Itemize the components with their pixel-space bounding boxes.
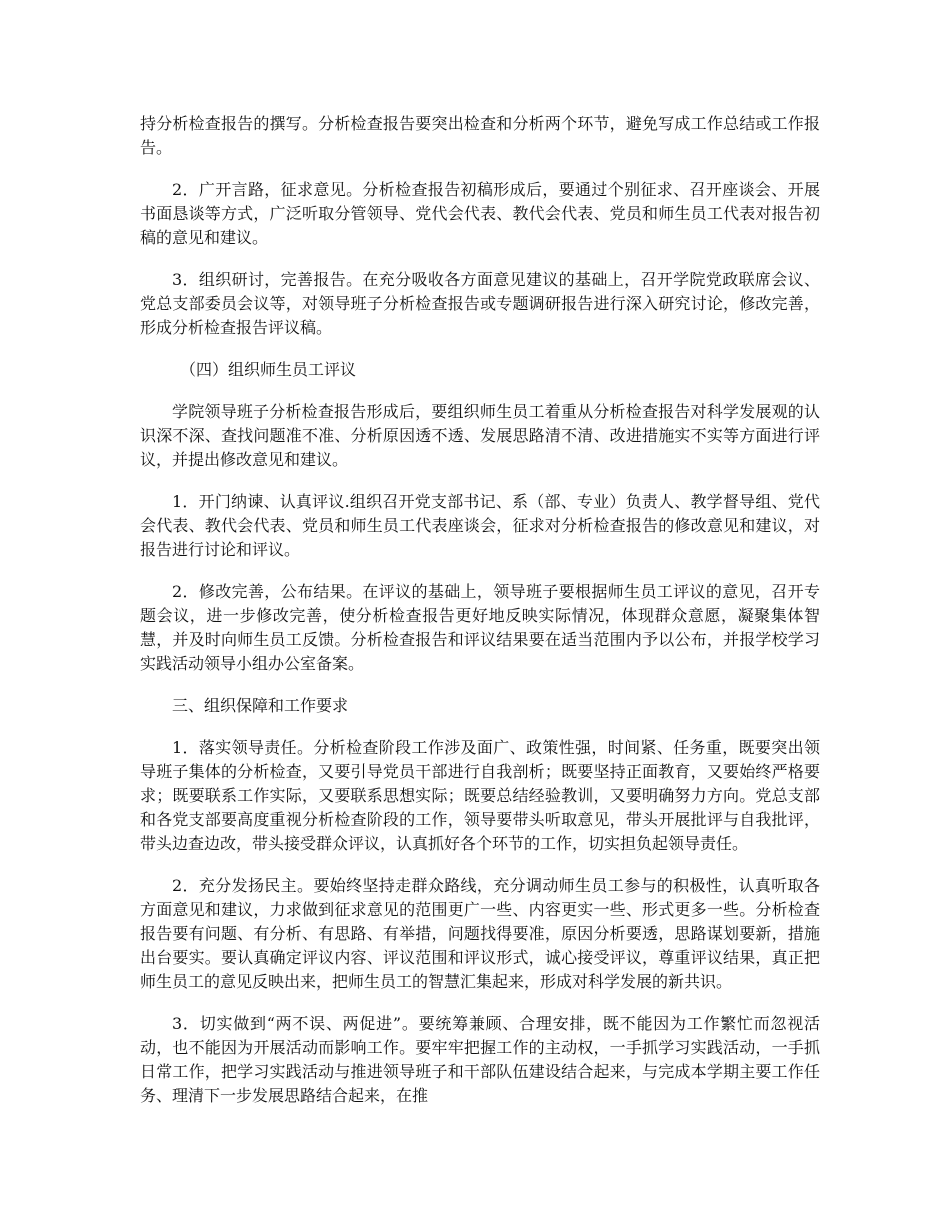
paragraph-review-intro: 学院领导班子分析检查报告形成后，要组织师生员工着重从分析检查报告对科学发展观的认识深不深、查找问题准不准、分析原因透不透、发展思路清不清、改进措施实不实等方面进行评议，并提出修改意见和建议。 [140,402,820,469]
paragraph-item-3-organize-discussion: 3．组织研讨，完善报告。在充分吸收各方面意见建议的基础上，召开学院党政联席会议、党总支部委员会议等，对领导班子分析检查报告或专题调研报告进行深入研究讨论，修改完善，形成分析检查报告评议稿。 [140,270,820,337]
document-body [140,112,820,1126]
paragraph-item-1-open-review: 1．开门纳谏、认真评议.组织召开党支部书记、系（部、专业）负责人、教学督导组、党代会代表、教代会代表、党员和师生员工代表座谈会，征求对分析检查报告的修改意见和建议，对报告进行讨论和评议。 [140,492,820,559]
section-heading-3-guarantees: 三、组织保障和工作要求 [172,696,349,715]
section-heading-4-staff-review: （四）组织师生员工评议 [180,360,357,379]
paragraph-item-3-two-promotions: 3．切实做到“两不误、两促进”。要统筹兼顾、合理安排，既不能因为工作繁忙而忽视活动，也不能因为开展活动而影响工作。要牢牢把握工作的主动权，一手抓学习实践活动，一手抓日常工作，把学习实践活动与推进领导班子和干部队伍建设结合起来，与完成本学期主要工作任务、理清下一步发展思路结合起来，在推 [140,1014,820,1105]
paragraph-item-2-revise-publish: 2．修改完善，公布结果。在评议的基础上，领导班子要根据师生员工评议的意见，召开专题会议，进一步修改完善，使分析检查报告更好地反映实际情况，体现群众意愿，凝聚集体智慧，并及时向师生员工反馈。分析检查报告和评议结果要在适当范围内予以公布，并报学校学习实践活动领导小组办公室备案。 [140,582,820,673]
paragraph-item-1-leadership-responsibility: 1．落实领导责任。分析检查阶段工作涉及面广、政策性强，时间紧、任务重，既要突出领导班子集体的分析检查，又要引导党员干部进行自我剖析；既要坚持正面教育，又要始终严格要求；既要联系工作实际，又要联系思想实际；既要总结经验教训，又要明确努力方向。党总支部和各党支部要高度重视分析检查阶段的工作，领导要带头听取意见，带头开展批评与自我批评，带头边查边改，带头接受群众评议，认真抓好各个环节的工作，切实担负起领导责任。 [140,738,820,853]
paragraph-item-2-solicit-opinions: 2．广开言路，征求意见。分析检查报告初稿形成后，要通过个别征求、召开座谈会、开展书面恳谈等方式，广泛听取分管领导、党代会代表、教代会代表、党员和师生员工代表对报告初稿的意见和建议。 [140,180,820,247]
paragraph-continuation: 持分析检查报告的撰写。分析检查报告要突出检查和分析两个环节，避免写成工作总结或工作报告。 [140,114,820,157]
paragraph-item-2-democracy: 2．充分发扬民主。要始终坚持走群众路线，充分调动师生员工参与的积极性，认真听取各方面意见和建议，力求做到征求意见的范围更广一些、内容更实一些、形式更多一些。分析检查报告要有问题、有分析、有思路、有举措，问题找得要准，原因分析要透，思路谋划要新，措施出台要实。要认真确定评议内容、评议范围和评议形式，诚心接受评议，尊重评议结果，真正把师生员工的意见反映出来，把师生员工的智慧汇集起来，形成对科学发展的新共识。 [140,876,820,991]
